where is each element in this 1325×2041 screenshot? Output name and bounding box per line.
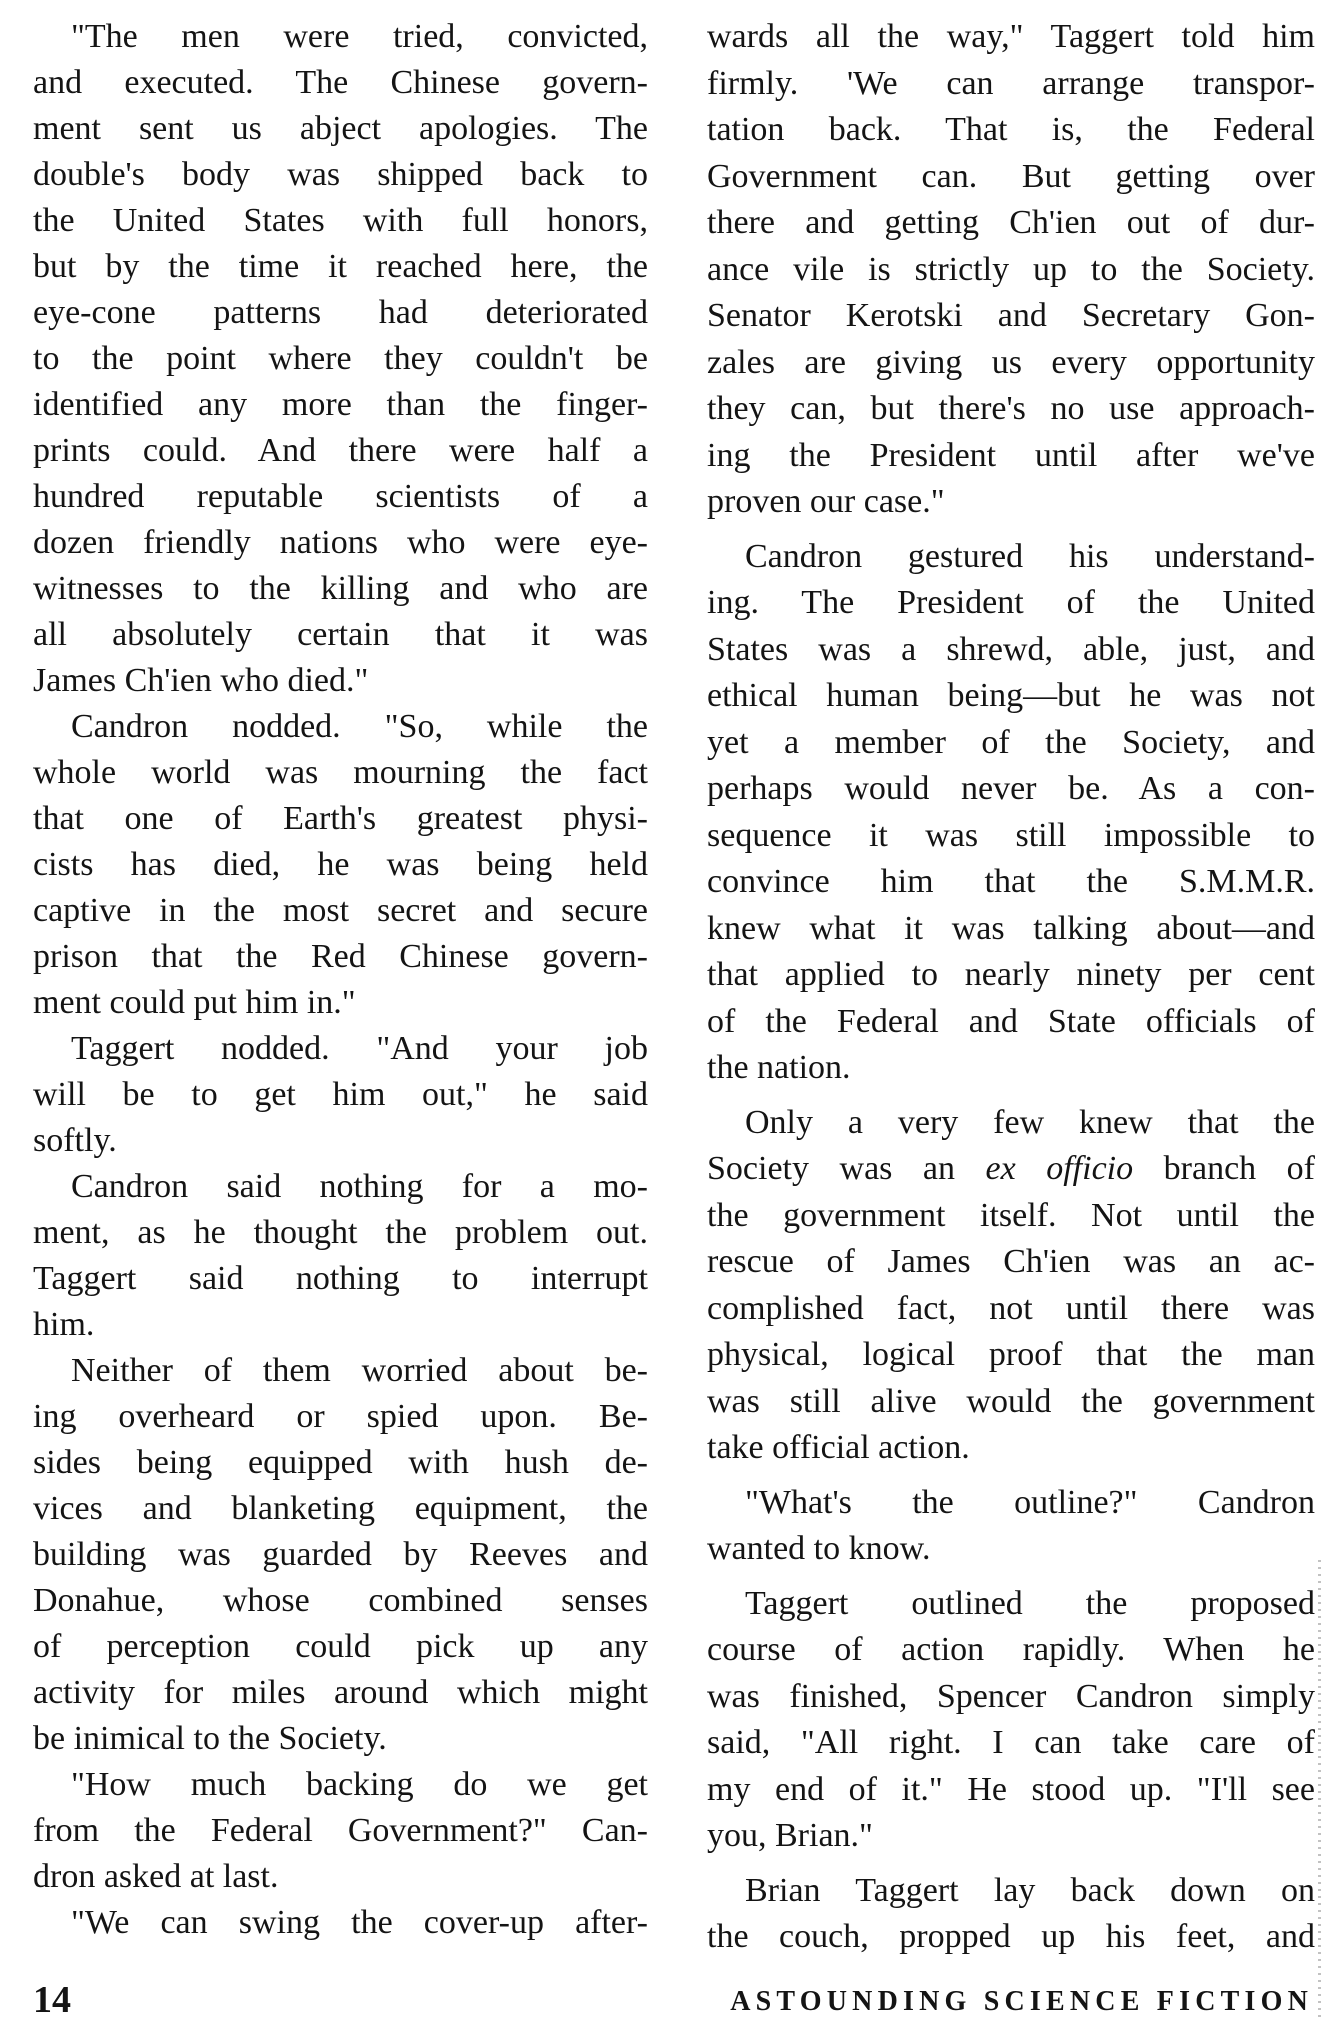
text-line: States was a shrewd, able, just, and: [707, 630, 1315, 668]
text-line: Senator Kerotski and Secretary Gon-: [707, 297, 1315, 334]
text-line: from the Federal Government?" Can-: [33, 1812, 648, 1849]
text-line: the couch, propped up his feet, and: [707, 1918, 1315, 1955]
paragraph: [707, 14, 1315, 526]
text-line: ance vile is strictly up to the Society.: [707, 250, 1315, 288]
text-line: "We can swing the cover-up after-: [71, 1904, 648, 1941]
right-text-column: [707, 14, 1315, 1961]
text-line: yet a member of the Society, and: [707, 723, 1315, 761]
text-line: convince him that the S.M.M.R.: [707, 863, 1315, 900]
text-line: "What's the outline?" Candron: [745, 1483, 1315, 1521]
text-line: the United States with full honors,: [33, 202, 648, 239]
text-line: knew what it was talking about—and: [707, 909, 1315, 947]
text-line: eye-cone patterns had deteriorated: [33, 294, 648, 331]
paragraph: [707, 1100, 1315, 1472]
text-line: dron asked at last.: [33, 1858, 279, 1895]
text-line: that applied to nearly ninety per cent: [707, 956, 1315, 993]
text-line: complished fact, not until there was: [707, 1289, 1315, 1327]
text-line: to the point where they couldn't be: [33, 340, 648, 377]
text-line: sequence it was still impossible to: [707, 816, 1315, 854]
paragraph: [33, 1164, 648, 1348]
running-title: ASTOUNDING SCIENCE FICTION: [730, 1986, 1313, 2017]
text-line: building was guarded by Reeves and: [33, 1536, 648, 1573]
text-line: identified any more than the finger-: [33, 386, 648, 423]
text-line: double's body was shipped back to: [33, 156, 648, 193]
text-line: prints could. And there were half a: [33, 432, 648, 469]
text-line: proven our case.": [707, 483, 945, 520]
text-line: hundred reputable scientists of a: [33, 478, 648, 515]
text-line: Taggert nodded. "And your job: [71, 1030, 648, 1067]
text-line: cists has died, he was being held: [33, 846, 648, 883]
text-line: physical, logical proof that the man: [707, 1336, 1315, 1373]
text-line: sides being equipped with hush de-: [33, 1444, 648, 1481]
paragraph: [707, 1868, 1315, 1961]
text-line: Taggert said nothing to interrupt: [33, 1260, 648, 1297]
text-line: Brian Taggert lay back down on: [745, 1871, 1315, 1909]
text-line: the nation.: [707, 1049, 851, 1086]
paragraph: [33, 1762, 648, 1900]
text-line: but by the time it reached here, the: [33, 248, 648, 285]
text-line: vices and blanketing equipment, the: [33, 1490, 648, 1527]
paragraph: [33, 704, 648, 1026]
paragraph: [33, 14, 648, 704]
text-line: firmly. 'We can arrange transpor-: [707, 64, 1315, 102]
scan-edge-artifact: [1318, 1560, 1321, 2020]
text-line: activity for miles around which might: [33, 1674, 648, 1711]
text-line: perhaps would never be. As a con-: [707, 770, 1315, 807]
text-line: said, "All right. I can take care of: [707, 1724, 1315, 1761]
text-line: Candron said nothing for a mo-: [71, 1168, 648, 1205]
paragraph: [33, 1348, 648, 1762]
text-line: Government can. But getting over: [707, 157, 1315, 195]
paragraph: [707, 534, 1315, 1092]
text-line: take official action.: [707, 1429, 970, 1466]
text-line: tation back. That is, the Federal: [707, 111, 1315, 148]
text-line: ment, as he thought the problem out.: [33, 1214, 648, 1251]
text-line: ing the President until after we've: [707, 436, 1315, 474]
paragraph: [707, 1581, 1315, 1860]
text-line: and executed. The Chinese govern-: [33, 64, 648, 101]
text-line: Donahue, whose combined senses: [33, 1582, 648, 1619]
text-line: my end of it." He stood up. "I'll see: [707, 1770, 1315, 1808]
text-line: Candron gestured his understand-: [745, 537, 1315, 575]
text-line: there and getting Ch'ien out of dur-: [707, 204, 1315, 241]
text-line: James Ch'ien who died.": [33, 662, 369, 699]
paragraph: [707, 1480, 1315, 1573]
text-line: prison that the Red Chinese govern-: [33, 938, 648, 975]
text-line: rescue of James Ch'ien was an ac-: [707, 1243, 1315, 1280]
italic-text: ex officio: [985, 1150, 1134, 1187]
text-line: that one of Earth's greatest physi-: [33, 800, 648, 837]
left-text-column: [33, 14, 648, 1946]
text-line: wanted to know.: [707, 1530, 931, 1567]
text-line: will be to get him out," he said: [33, 1076, 648, 1113]
text-line: was still alive would the government: [707, 1382, 1315, 1420]
paragraph: [33, 1026, 648, 1164]
text-line: of the Federal and State officials of: [707, 1002, 1315, 1040]
text-line: "How much backing do we get: [71, 1766, 648, 1803]
text-line: be inimical to the Society.: [33, 1720, 387, 1757]
text-line: ment could put him in.": [33, 984, 356, 1021]
text-line: captive in the most secret and secure: [33, 892, 648, 929]
text-line: ing. The President of the United: [707, 584, 1315, 621]
text-line: witnesses to the killing and who are: [33, 570, 648, 607]
paragraph: [33, 1900, 648, 1946]
text-line: Candron nodded. "So, while the: [71, 708, 648, 745]
text-line: you, Brian.": [707, 1817, 873, 1854]
text-line: they can, but there's no use approach-: [707, 390, 1315, 427]
text-line: dozen friendly nations who were eye-: [33, 524, 648, 561]
text-line: course of action rapidly. When he: [707, 1631, 1315, 1668]
text-line: ing overheard or spied upon. Be-: [33, 1398, 648, 1435]
text-line: whole world was mourning the fact: [33, 754, 648, 791]
text-line: Society was an ex officio branch of: [707, 1150, 1316, 1187]
text-line: Neither of them worried about be-: [71, 1352, 648, 1389]
text-line: the government itself. Not until the: [707, 1196, 1315, 1234]
text-line: was finished, Spencer Candron simply: [707, 1677, 1315, 1715]
page-number: 14: [33, 1979, 71, 2021]
text-line: wards all the way," Taggert told him: [707, 18, 1315, 55]
text-line: zales are giving us every opportunity: [707, 343, 1315, 381]
text-line: all absolutely certain that it was: [33, 616, 648, 653]
text-line: him.: [33, 1306, 95, 1343]
text-line: of perception could pick up any: [33, 1628, 648, 1665]
text-line: ment sent us abject apologies. The: [33, 110, 648, 147]
text-line: "The men were tried, convicted,: [71, 18, 648, 55]
text-line: Only a very few knew that the: [745, 1103, 1315, 1141]
text-line: softly.: [33, 1122, 117, 1159]
text-line: ethical human being—but he was not: [707, 677, 1315, 714]
text-line: Taggert outlined the proposed: [745, 1584, 1315, 1622]
